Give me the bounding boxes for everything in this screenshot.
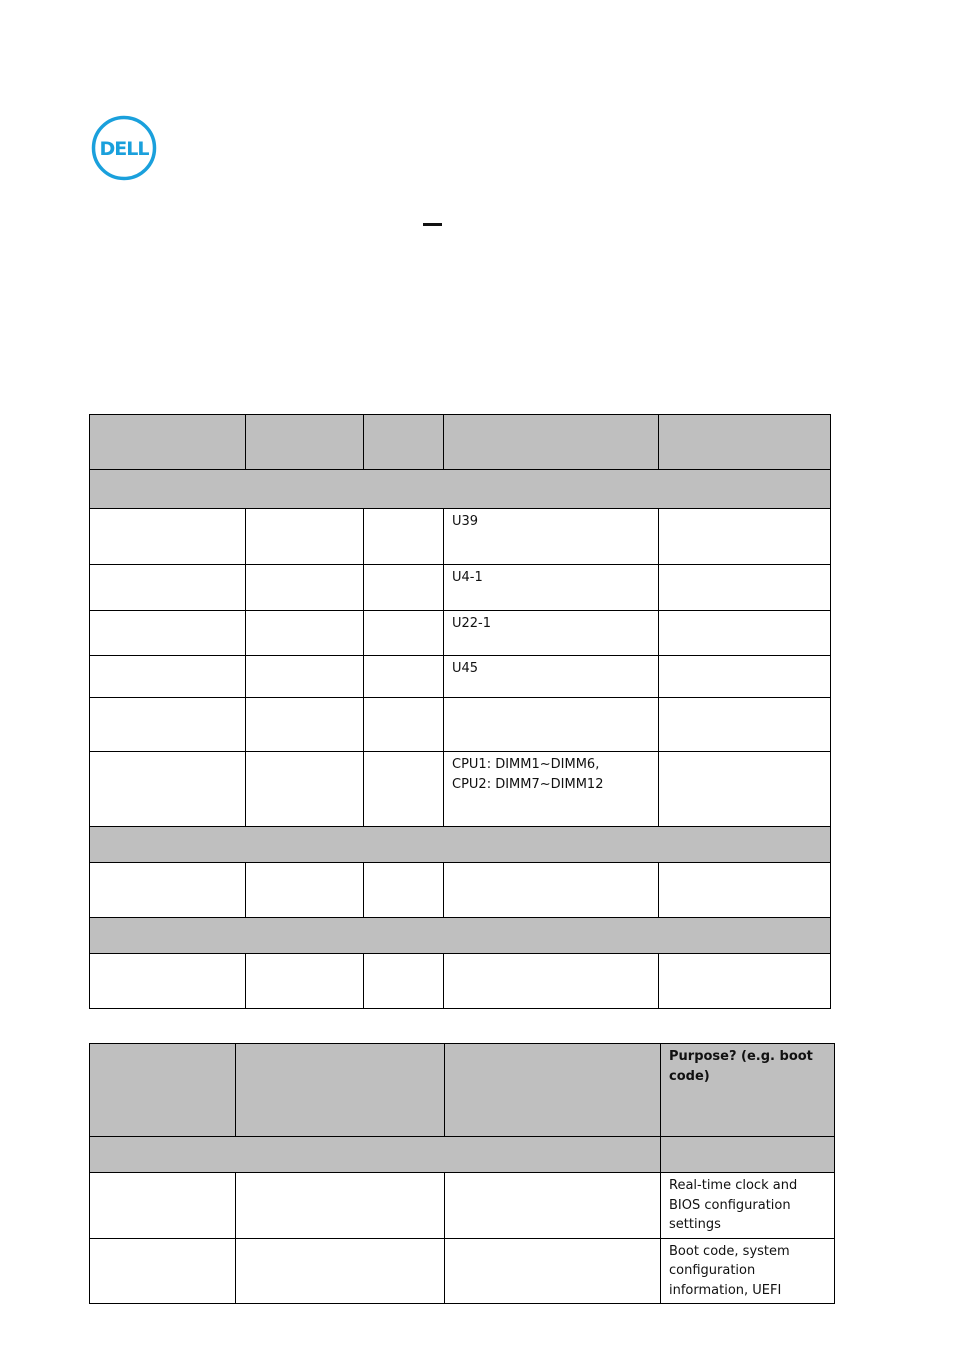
table-cell (659, 954, 831, 1009)
header-cell (90, 415, 246, 470)
header-cell (661, 1044, 835, 1137)
section-cell (90, 827, 831, 863)
table-cell (364, 656, 444, 698)
table-cell (444, 863, 659, 918)
table-cell (364, 863, 444, 918)
section-row (90, 918, 831, 954)
purpose-text: Real-time clock and BIOS configuration settings (669, 1178, 798, 1232)
location-text: CPU1: DIMM1~DIMM6, CPU2: DIMM7~DIMM12 (452, 757, 604, 792)
purpose-header: Purpose? (e.g. boot code) (669, 1049, 813, 1084)
table-cell (246, 509, 364, 565)
table-header-row (90, 1044, 835, 1137)
table-cell (364, 698, 444, 752)
section-row (90, 1137, 835, 1173)
nonvolatile-memory-table (89, 1043, 835, 1304)
table-cell (364, 611, 444, 656)
location-text: U39 (452, 514, 479, 529)
table-cell (364, 954, 444, 1009)
table-cell (445, 1238, 661, 1304)
table-cell (236, 1238, 445, 1304)
table-cell (90, 954, 246, 1009)
table-row (90, 509, 831, 565)
section-row (90, 470, 831, 509)
table-cell (246, 752, 364, 827)
table-cell (90, 752, 246, 827)
title-dash (423, 223, 442, 226)
table-header-row (90, 415, 831, 470)
table-cell (90, 611, 246, 656)
table-cell (246, 565, 364, 611)
header-cell (659, 415, 831, 470)
header-cell (364, 415, 444, 470)
table-row (90, 656, 831, 698)
header-cell (246, 415, 364, 470)
table-row (90, 611, 831, 656)
table-row (90, 863, 831, 918)
table-cell (444, 698, 659, 752)
header-cell (444, 415, 659, 470)
table-row (90, 1238, 835, 1304)
table-row (90, 565, 831, 611)
table-cell (90, 1173, 236, 1239)
table-cell (364, 509, 444, 565)
location-text: U22-1 (452, 616, 492, 631)
table-cell (90, 698, 246, 752)
table-cell (444, 509, 659, 565)
table-cell (246, 863, 364, 918)
table-cell (659, 611, 831, 656)
table-cell (661, 1238, 835, 1304)
table-cell (659, 509, 831, 565)
table-cell (246, 698, 364, 752)
table-cell (444, 565, 659, 611)
table-cell (444, 656, 659, 698)
table-cell (444, 954, 659, 1009)
table-cell (659, 565, 831, 611)
location-text: U4-1 (452, 570, 483, 585)
section-cell (661, 1137, 835, 1173)
table-cell (659, 698, 831, 752)
section-cell (90, 918, 831, 954)
component-table (89, 414, 831, 1009)
table-cell (90, 509, 246, 565)
table-cell (661, 1173, 835, 1239)
table-cell (90, 565, 246, 611)
header-cell (236, 1044, 445, 1137)
table-cell (246, 656, 364, 698)
section-cell (90, 470, 831, 509)
svg-text:DELL: DELL (99, 138, 149, 160)
table-cell (364, 752, 444, 827)
table-cell (659, 656, 831, 698)
purpose-text: Boot code, system configuration information, UEFI (669, 1243, 790, 1298)
table-cell (659, 863, 831, 918)
section-cell (90, 1137, 661, 1173)
table-row (90, 954, 831, 1009)
table-cell (364, 565, 444, 611)
header-cell (445, 1044, 661, 1137)
table-row (90, 698, 831, 752)
table-cell (90, 656, 246, 698)
table-cell (246, 954, 364, 1009)
location-text: U45 (452, 661, 479, 676)
table-cell (236, 1173, 445, 1239)
section-row (90, 827, 831, 863)
table-cell (444, 752, 659, 827)
table-cell (90, 1238, 236, 1304)
table-cell (90, 863, 246, 918)
table-row (90, 1173, 835, 1239)
table-row (90, 752, 831, 827)
table-cell (444, 611, 659, 656)
header-cell (90, 1044, 236, 1137)
table-cell (246, 611, 364, 656)
table-cell (445, 1173, 661, 1239)
dell-logo (91, 115, 157, 181)
table-cell (659, 752, 831, 827)
